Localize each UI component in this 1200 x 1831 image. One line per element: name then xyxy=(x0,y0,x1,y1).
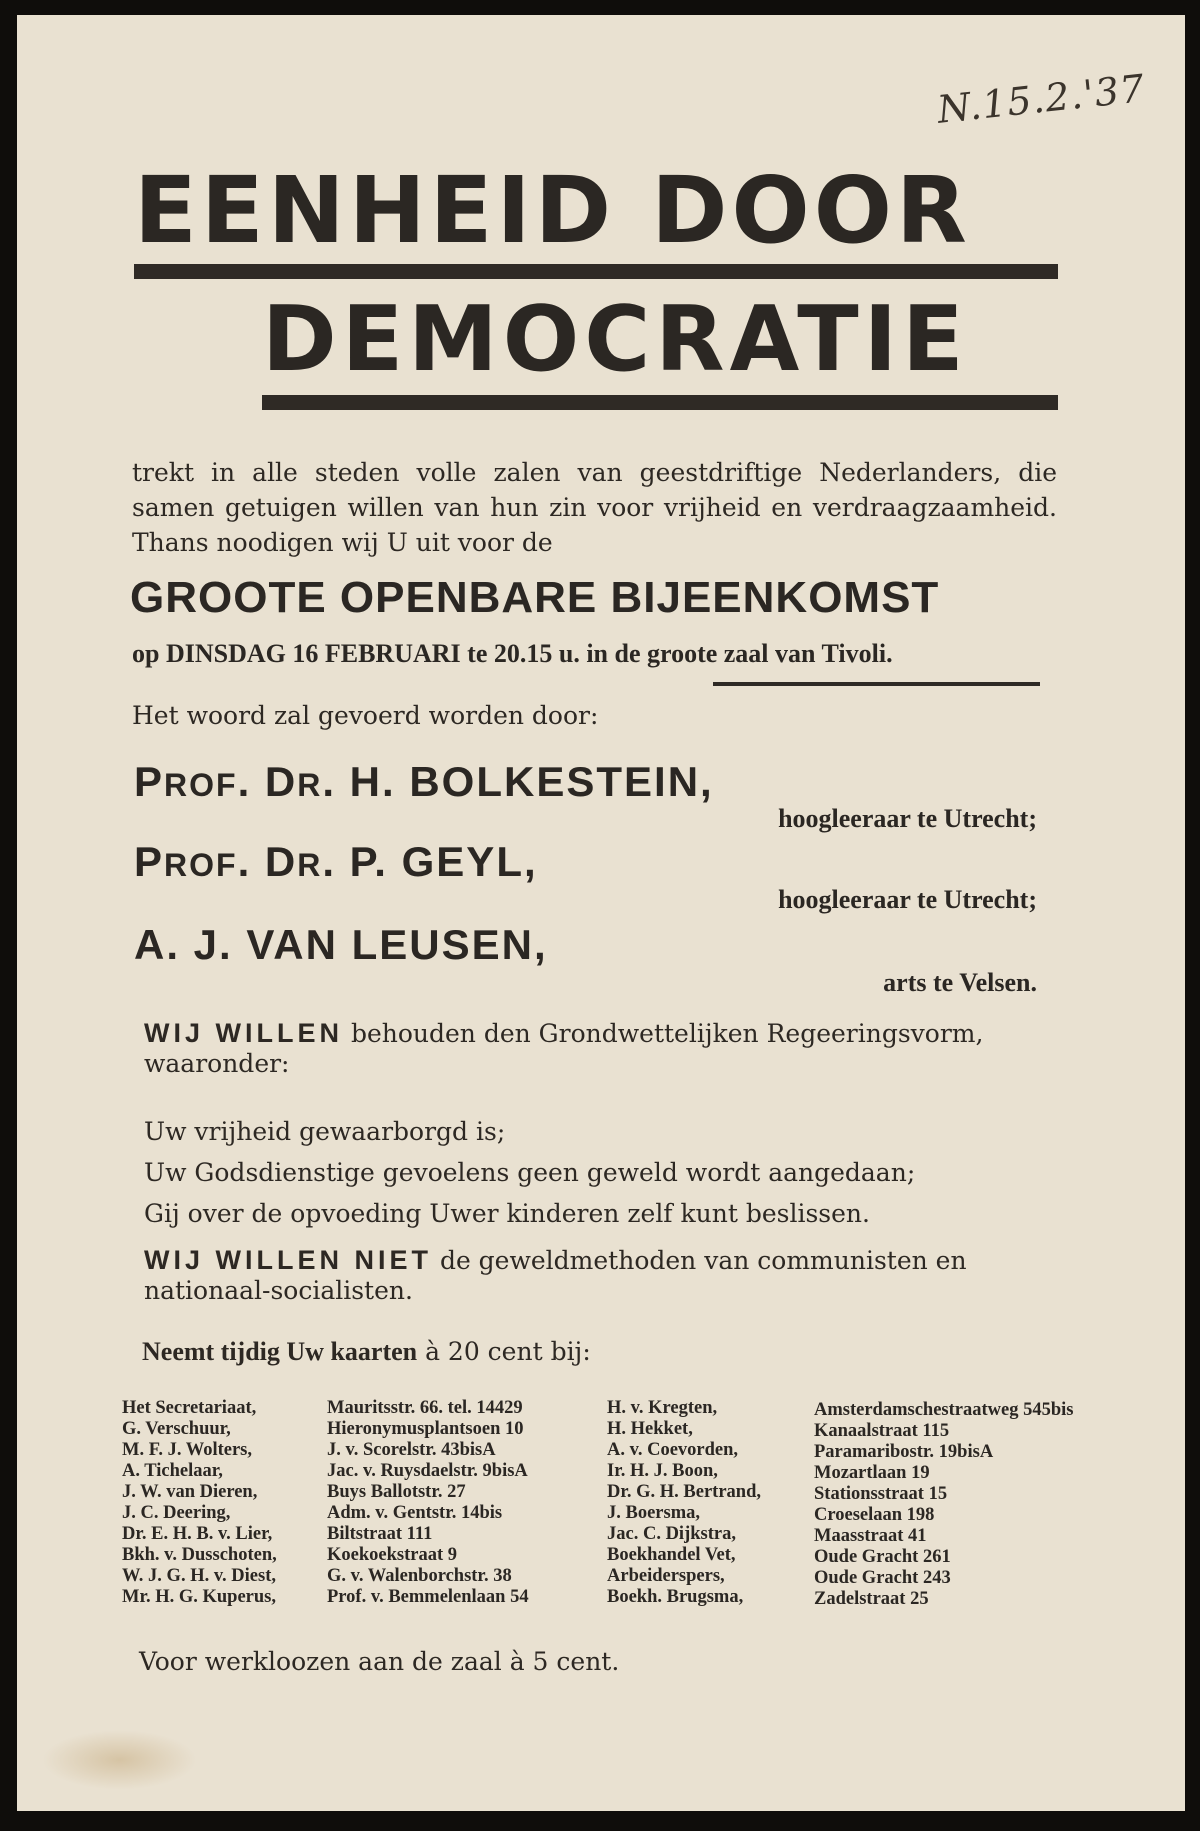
list-item: J. v. Scorelstr. 43bisA xyxy=(327,1440,496,1460)
list-item: Mozartlaan 19 xyxy=(814,1463,930,1483)
list-item: Boekh. Brugsma, xyxy=(607,1587,744,1607)
speakers-intro: Het woord zal gevoerd worden door: xyxy=(132,701,599,730)
speaker-name: A. J. VAN LEUSEN, xyxy=(134,921,548,968)
list-item: G. Verschuur, xyxy=(122,1419,231,1439)
list-item: Mr. H. G. Kuperus, xyxy=(122,1587,277,1607)
headline-line-2: DEMOCRATIE xyxy=(262,287,969,392)
list-item: Arbeiderspers, xyxy=(607,1566,725,1586)
list-item: Boekhandel Vet, xyxy=(607,1545,736,1565)
dateline-venue: de groote zaal van Tivoli. xyxy=(614,639,893,668)
speaker-name: PROF. DR. H. BOLKESTEIN, xyxy=(134,758,714,805)
handwritten-date: N.15.2.'37 xyxy=(935,66,1148,132)
wij-willen-text: behouden den Grondwettelijken Regeeringsvorm, xyxy=(350,1019,984,1048)
list-item: Maasstraat 41 xyxy=(814,1526,927,1546)
list-item: Bkh. v. Dusschoten, xyxy=(122,1545,277,1565)
list-item: Adm. v. Gentstr. 14bis xyxy=(327,1503,503,1523)
address-names-right xyxy=(607,1398,761,1608)
wij-willen-paragraph xyxy=(144,1018,1054,1079)
address-streets-left xyxy=(327,1398,529,1608)
headline-line-1: EENHEID DOOR xyxy=(134,157,971,264)
list-item: Ir. H. J. Boon, xyxy=(607,1461,718,1481)
list-item: Prof. v. Bemmelenlaan 54 xyxy=(327,1587,529,1607)
list-item: Kanaalstraat 115 xyxy=(814,1421,950,1441)
list-item: A. Tichelaar, xyxy=(122,1461,223,1481)
wij-willen-niet-lead: WIJ WILLEN NIET xyxy=(144,1245,432,1275)
list-item: Buys Ballotstr. 27 xyxy=(327,1482,466,1502)
tickets-rest: à 20 cent bij: xyxy=(425,1337,591,1366)
list-item: Oude Gracht 243 xyxy=(814,1568,951,1588)
list-item: H. Hekket, xyxy=(607,1419,693,1439)
list-item: Oude Gracht 261 xyxy=(814,1547,951,1567)
intro-line: Thans noodigen wij U uit voor de xyxy=(132,528,553,557)
list-item: J. C. Deering, xyxy=(122,1503,231,1523)
tickets-line xyxy=(142,1337,591,1367)
wij-willen-lead: WIJ WILLEN xyxy=(144,1018,343,1048)
list-item: Mauritsstr. 66. tel. 14429 xyxy=(327,1398,523,1418)
freedom-item: Uw Godsdienstige gevoelens geen geweld wordt aangedaan; xyxy=(144,1158,916,1187)
list-item: J. Boersma, xyxy=(607,1503,700,1523)
headline-rule-1 xyxy=(134,264,1058,279)
tickets-bold: Neemt tijdig Uw kaarten xyxy=(142,1337,418,1366)
speaker-name: PROF. DR. P. GEYL, xyxy=(134,838,538,885)
list-item: A. v. Coevorden, xyxy=(607,1440,739,1460)
list-item: Hieronymusplantsoen 10 xyxy=(327,1419,524,1439)
list-item: Koekoekstraat 9 xyxy=(327,1545,457,1565)
intro-paragraph xyxy=(132,455,1057,560)
intro-line: trekt in alle steden volle zalen van geestdriftige Nederlanders, die xyxy=(132,458,1057,487)
headline-rule-2 xyxy=(262,395,1058,410)
speaker-role: hoogleeraar te Utrecht; xyxy=(778,804,1037,833)
list-item: Paramaribostr. 19bisA xyxy=(814,1442,994,1462)
list-item: M. F. J. Wolters, xyxy=(122,1440,253,1460)
dateline-prefix: op DINSDAG 16 FEBRUARI te 20.15 u. in xyxy=(132,639,608,668)
wij-willen-niet-text: de geweldmethoden van communisten en xyxy=(439,1246,967,1275)
freedom-item: Gij over de opvoeding Uwer kinderen zelf kunt beslissen. xyxy=(144,1199,870,1228)
speaker-role: hoogleeraar te Utrecht; xyxy=(778,885,1037,914)
list-item: Croeselaan 198 xyxy=(814,1505,935,1525)
freedoms-list xyxy=(144,1111,915,1234)
footer-note: Voor werkloozen aan de zaal à 5 cent. xyxy=(139,1647,620,1676)
address-names-left xyxy=(122,1398,277,1608)
list-item: J. W. van Dieren, xyxy=(122,1482,258,1502)
poster-sheet xyxy=(17,15,1185,1811)
list-item: Jac. C. Dijkstra, xyxy=(607,1524,736,1544)
venue-underline xyxy=(713,682,1040,686)
list-item: Amsterdamschestraatweg 545bis xyxy=(814,1400,1074,1420)
address-streets-right xyxy=(814,1400,1073,1610)
list-item: G. v. Walenborchstr. 38 xyxy=(327,1566,512,1586)
meeting-dateline xyxy=(132,639,1062,669)
list-item: Zadelstraat 25 xyxy=(814,1589,929,1609)
wij-willen-text-2: waaronder: xyxy=(144,1049,290,1078)
list-item: H. v. Kregten, xyxy=(607,1398,718,1418)
list-item: Dr. G. H. Bertrand, xyxy=(607,1482,761,1502)
speaker-role: arts te Velsen. xyxy=(883,968,1037,997)
intro-line: samen getuigen willen van hun zin voor vrijheid en verdraagzaamheid. xyxy=(132,493,1057,522)
list-item: Het Secretariaat, xyxy=(122,1398,257,1418)
list-item: Biltstraat 111 xyxy=(327,1524,433,1544)
list-item: W. J. G. H. v. Diest, xyxy=(122,1566,277,1586)
wij-willen-niet-paragraph xyxy=(144,1245,1054,1306)
meeting-title: GROOTE OPENBARE BIJEENKOMST xyxy=(130,573,940,622)
wij-willen-niet-text-2: nationaal-socialisten. xyxy=(144,1276,413,1305)
list-item: Stationsstraat 15 xyxy=(814,1484,948,1504)
freedom-item: Uw vrijheid gewaarborgd is; xyxy=(144,1117,506,1146)
list-item: Dr. E. H. B. v. Lier, xyxy=(122,1524,273,1544)
paper-stain xyxy=(42,1730,197,1790)
list-item: Jac. v. Ruysdaelstr. 9bisA xyxy=(327,1461,528,1481)
